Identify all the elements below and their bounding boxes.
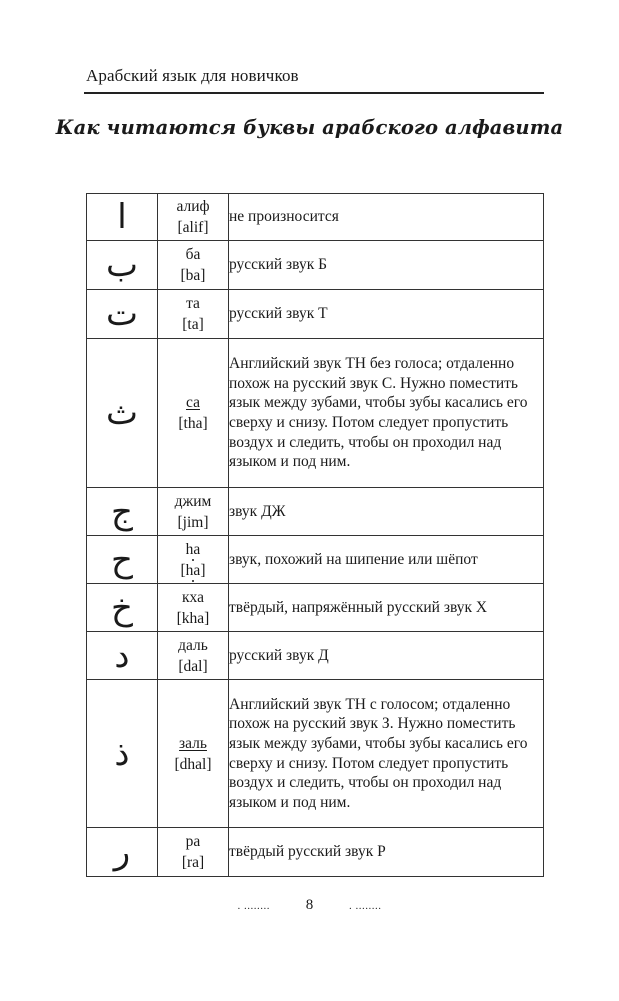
letter-description: Английский звук TH с голосом; отдаленно похож на русский звук З. Нужно поместить язык между зубами, чтобы зубы касались его сверху и снизу. Потом следует пропустить воздух и следить, чтобы он проходил над языком и под ним. xyxy=(229,680,544,828)
header-rule xyxy=(84,92,544,94)
letter-name: та xyxy=(186,295,200,312)
letter-name-cell xyxy=(158,584,229,632)
letter-name-cell xyxy=(158,241,229,290)
letter-name: даль xyxy=(178,636,208,654)
alphabet-table xyxy=(86,193,544,877)
letter-description: не произносится xyxy=(229,194,544,241)
letter-name: алиф xyxy=(176,198,210,215)
table-row xyxy=(87,828,544,877)
arabic-letter: ب xyxy=(87,241,158,290)
arabic-letter: د xyxy=(87,632,158,680)
letter-name-cell xyxy=(158,632,229,680)
arabic-letter: خ xyxy=(87,584,158,632)
letter-transliteration: [ra] xyxy=(181,854,205,871)
table-row xyxy=(87,241,544,290)
letter-description: русский звук Б xyxy=(229,241,544,290)
table-row xyxy=(87,339,544,488)
arabic-letter: ذ xyxy=(87,680,158,828)
letter-transliteration: [ba] xyxy=(180,267,206,284)
letter-name-cell: ha [ha] xyxy=(158,536,229,584)
letter-transliteration: [kha] xyxy=(176,609,210,627)
letter-name: ба xyxy=(185,246,201,263)
letter-transliteration: [alif] xyxy=(177,219,209,236)
letter-name-cell xyxy=(158,680,229,828)
table-row xyxy=(87,194,544,241)
arabic-letter: ج xyxy=(87,488,158,536)
letter-name-cell xyxy=(158,290,229,339)
arabic-letter: ح xyxy=(87,536,158,584)
letter-description: звук, похожий на шипение или шёпот xyxy=(229,536,544,584)
page-title: Как читаются буквы арабского алфавита xyxy=(55,116,564,139)
letter-name: ha xyxy=(185,540,201,558)
letter-transliteration: [dhal] xyxy=(174,755,212,773)
table-row xyxy=(87,536,544,584)
letter-description: Английский звук TH без голоса; отдаленно похож на русский звук С. Нужно поместить язык между зубами, чтобы зубы касались его сверху и снизу. Потом следует пропустить воздух и следить, чтобы он проходил над языком и под ним. xyxy=(229,339,544,488)
letter-transliteration: [tha] xyxy=(178,415,208,432)
letter-transliteration: [jim] xyxy=(177,513,209,531)
page-number: 8 xyxy=(305,897,314,913)
footer-ornament-left: . ........ xyxy=(237,900,270,912)
letter-transliteration: [ta] xyxy=(182,316,204,333)
letter-description: твёрдый русский звук Р xyxy=(229,828,544,877)
arabic-letter: ا xyxy=(87,194,158,241)
letter-name-cell xyxy=(158,488,229,536)
arabic-letter: ت xyxy=(87,290,158,339)
letter-transliteration: ha xyxy=(185,561,201,579)
footer-ornament-right: . ........ xyxy=(349,900,382,912)
letter-name: джим xyxy=(174,492,212,510)
page-footer xyxy=(0,897,619,914)
letter-name: кха xyxy=(182,588,204,606)
arabic-letter: ر xyxy=(87,828,158,877)
letter-transliteration: [dal] xyxy=(178,657,208,675)
letter-description: русский звук Д xyxy=(229,632,544,680)
table-row xyxy=(87,584,544,632)
running-head: Арабский язык для новичков xyxy=(86,66,299,85)
letter-description: твёрдый, напряжённый русский звук Х xyxy=(229,584,544,632)
table-row xyxy=(87,488,544,536)
letter-name: са xyxy=(186,394,200,411)
table-row xyxy=(87,680,544,828)
letter-name: ра xyxy=(185,833,201,850)
table-row xyxy=(87,632,544,680)
letter-name-cell xyxy=(158,194,229,241)
letter-description: звук ДЖ xyxy=(229,488,544,536)
arabic-letter: ث xyxy=(87,339,158,488)
table-row xyxy=(87,290,544,339)
letter-name-cell xyxy=(158,339,229,488)
letter-name: заль xyxy=(179,734,207,752)
letter-description: русский звук Т xyxy=(229,290,544,339)
letter-name-cell xyxy=(158,828,229,877)
